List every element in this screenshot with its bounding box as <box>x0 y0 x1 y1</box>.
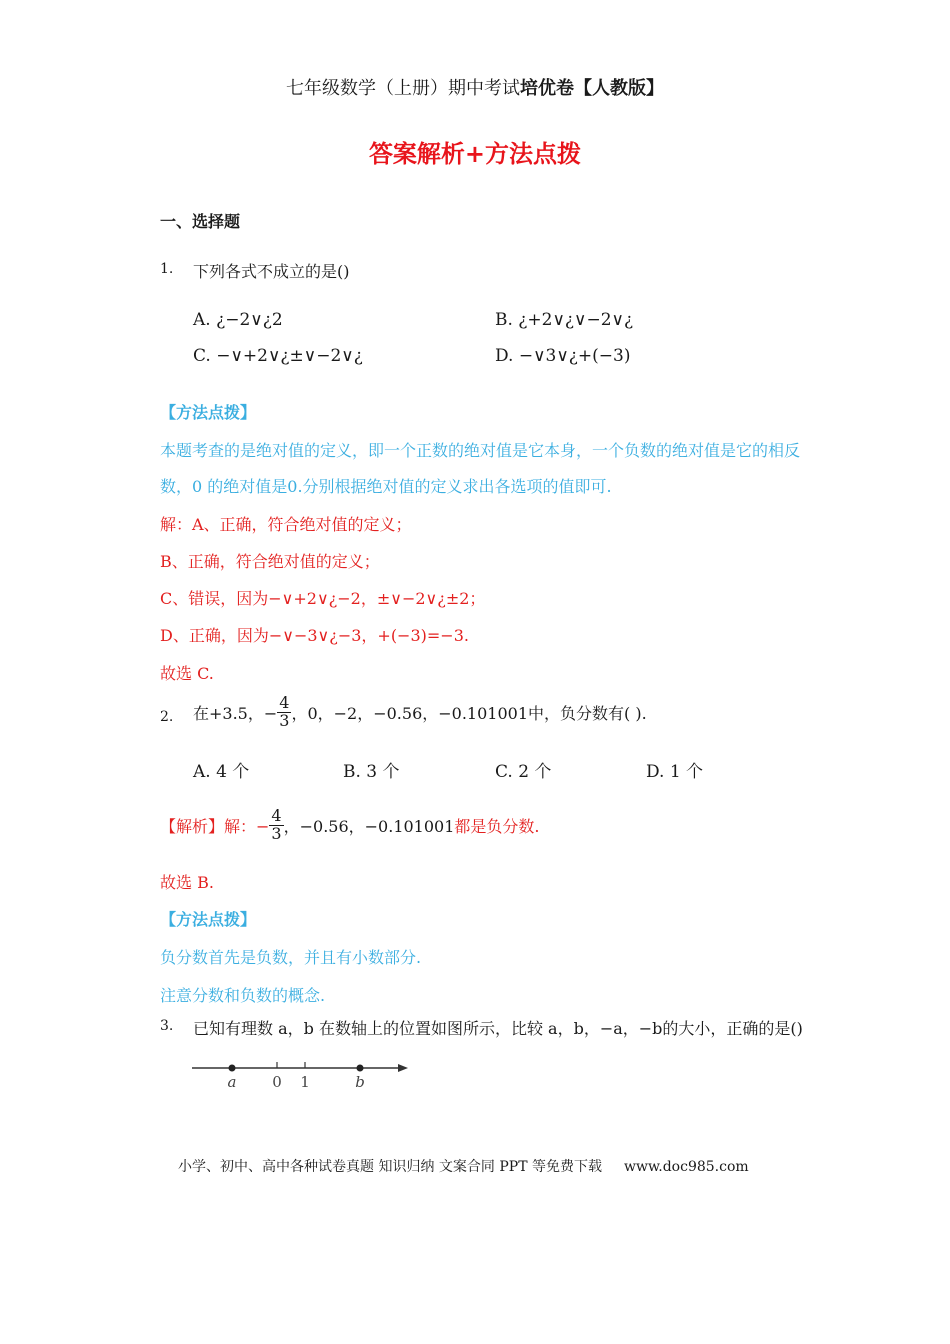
label-b: b <box>355 1073 365 1091</box>
q2-fraction-denominator: 3 <box>279 710 290 730</box>
q1-number: 1. <box>160 261 174 277</box>
q2-option-a: A. 4 个 <box>193 762 250 782</box>
q3-number: 3. <box>160 1018 174 1034</box>
q1-option-a: A. ¿−2∨¿2 <box>193 310 283 330</box>
q2-answer-pre: 【解析】解：− <box>160 816 270 836</box>
section-heading: 一、选择题 <box>160 212 241 231</box>
q2-fraction <box>277 695 291 730</box>
label-a: a <box>227 1073 237 1091</box>
point-b <box>357 1065 364 1072</box>
q2-answer <box>160 808 540 843</box>
point-a <box>229 1065 236 1072</box>
q1-method-line2: 数，0 的绝对值是0.分别根据绝对值的定义求出各选项的值即可. <box>160 477 612 496</box>
q2-option-b: B. 3 个 <box>343 762 400 782</box>
number-line-arrow-icon <box>398 1064 408 1072</box>
q1-choose: 故选 C. <box>160 664 214 683</box>
page-header <box>0 74 950 100</box>
q2-option-d: D. 1 个 <box>646 762 704 782</box>
q1-method-title: 【方法点拨】 <box>160 403 257 422</box>
q3-stem: 已知有理数 a，b 在数轴上的位置如图所示，比较 a，b，−a，−b的大小，正确的是() <box>193 1019 803 1038</box>
q2-option-c: C. 2 个 <box>495 762 552 782</box>
q2-choose: 故选 B. <box>160 873 214 892</box>
q2-method-title: 【方法点拨】 <box>160 910 257 929</box>
q2-answer-fraction <box>269 808 283 843</box>
q1-solution-line2: B、正确，符合绝对值的定义； <box>160 552 380 571</box>
q2-stem-pre: 在+3.5，− <box>193 703 278 723</box>
footer-text: 小学、初中、高中各种试卷真题 知识归纳 文案合同 PPT 等免费下载 <box>178 1159 602 1175</box>
label-zero: 0 <box>272 1073 282 1091</box>
page-title: 答案解析+方法点拨 <box>368 140 582 168</box>
q2-answer-fraction-numerator: 4 <box>271 806 282 825</box>
q2-answer-values: ，−0.56，−0.101001 <box>283 816 455 836</box>
label-one: 1 <box>300 1073 310 1091</box>
q2-fraction-numerator: 4 <box>279 693 290 712</box>
q1-solution-line1: 解：A、正确，符合绝对值的定义； <box>160 515 412 534</box>
q2-answer-fraction-denominator: 3 <box>271 823 282 843</box>
number-line-figure <box>188 1055 413 1095</box>
q1-option-d: D. −∨3∨¿+(−3) <box>495 346 631 366</box>
q1-solution-line4: D、正确，因为−∨−3∨¿−3，+(−3)=−3. <box>160 626 469 645</box>
q1-option-b: B. ¿+2∨¿∨−2∨¿ <box>495 310 634 330</box>
header-bold: 培优卷【人教版】 <box>520 78 664 99</box>
q1-option-c: C. −∨+2∨¿±∨−2∨¿ <box>193 346 363 366</box>
q2-number: 2. <box>160 709 174 725</box>
q1-stem: 下列各式不成立的是() <box>193 262 350 281</box>
footer-url[interactable]: www.doc985.com <box>623 1159 749 1175</box>
page-footer <box>178 1156 749 1176</box>
q1-solution-line3: C、错误，因为−∨+2∨¿−2，±∨−2∨¿±2； <box>160 589 486 608</box>
q2-stem-post: ，0，−2，−0.56，−0.101001中，负分数有( ). <box>291 703 647 723</box>
header-normal: 七年级数学（上册）期中考试 <box>286 78 520 99</box>
q2-method-line2: 注意分数和负数的概念. <box>160 986 326 1005</box>
q2-method-line1: 负分数首先是负数，并且有小数部分. <box>160 948 422 967</box>
q2-stem <box>193 695 647 730</box>
q1-method-line1: 本题考查的是绝对值的定义，即一个正数的绝对值是它本身，一个负数的绝对值是它的相反 <box>160 441 801 460</box>
q2-answer-post: 都是负分数. <box>454 816 540 836</box>
